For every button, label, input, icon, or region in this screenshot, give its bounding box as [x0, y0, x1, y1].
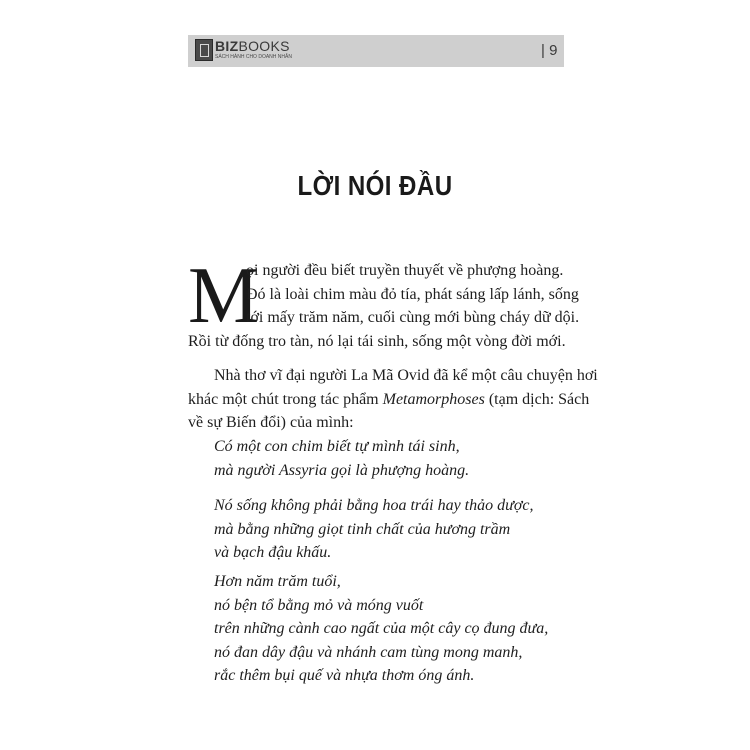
paragraph-line: về sự Biến đổi) của mình: [188, 414, 354, 431]
poem-line: Có một con chim biết tự mình tái sinh, [214, 438, 460, 455]
poem-line: và bạch đậu khấu. [214, 544, 332, 561]
publisher-logo [195, 38, 305, 62]
poem-line: nó đan dây đậu và nhánh cam tùng mong manh, [214, 643, 523, 661]
brand-tagline: SÁCH HÀNH CHO DOANH NHÂN [215, 54, 292, 60]
poem-line: Nó sống không phải bằng hoa trái hay thảo dược, [214, 497, 534, 514]
poem-stanza-3 [214, 570, 548, 688]
poem-line: Hơn năm trăm tuổi, [214, 573, 341, 590]
poem-line: nó bện tổ bằng mỏ và móng vuốt [214, 596, 424, 614]
intro-line: tới mấy trăm năm, cuối cùng mới bùng cháy dữ dội. [246, 309, 580, 326]
poem-stanza-2 [214, 494, 533, 565]
chapter-title: LỜI NÓI ĐẦU [297, 170, 453, 201]
brand-name: BIZBOOKS [215, 38, 290, 54]
paragraph-line: khác một chút trong tác phẩm Metamorphoses (tạm dịch: Sách [188, 390, 590, 408]
poem-line: mà người Assyria gọi là phượng hoàng. [214, 461, 470, 479]
intro-line: Rồi từ đống tro tàn, nó lại tái sinh, sống một vòng đời mới. [188, 332, 566, 350]
paragraph-two [188, 364, 598, 435]
drop-cap: M [188, 252, 260, 340]
book-icon [195, 39, 213, 61]
poem-stanza-1 [214, 435, 469, 482]
poem-line: mà bằng những giọt tinh chất của hương trầm [214, 520, 511, 538]
intro-line: Đó là loài chim màu đỏ tía, phát sáng lấp lánh, sống [246, 285, 579, 303]
intro-line: ọi người đều biết truyền thuyết về phượng hoàng. [246, 262, 564, 279]
intro-paragraph [188, 259, 598, 353]
poem-line: rắc thêm bụi quế và nhựa thơm óng ánh. [214, 667, 475, 684]
paragraph-line: Nhà thơ vĩ đại người La Mã Ovid đã kể một câu chuyện hơi [214, 367, 598, 384]
page-number: | 9 [541, 42, 558, 59]
poem-line: trên những cành cao ngất của một cây cọ đung đưa, [214, 620, 549, 637]
book-title: Metamorphoses [382, 390, 485, 408]
